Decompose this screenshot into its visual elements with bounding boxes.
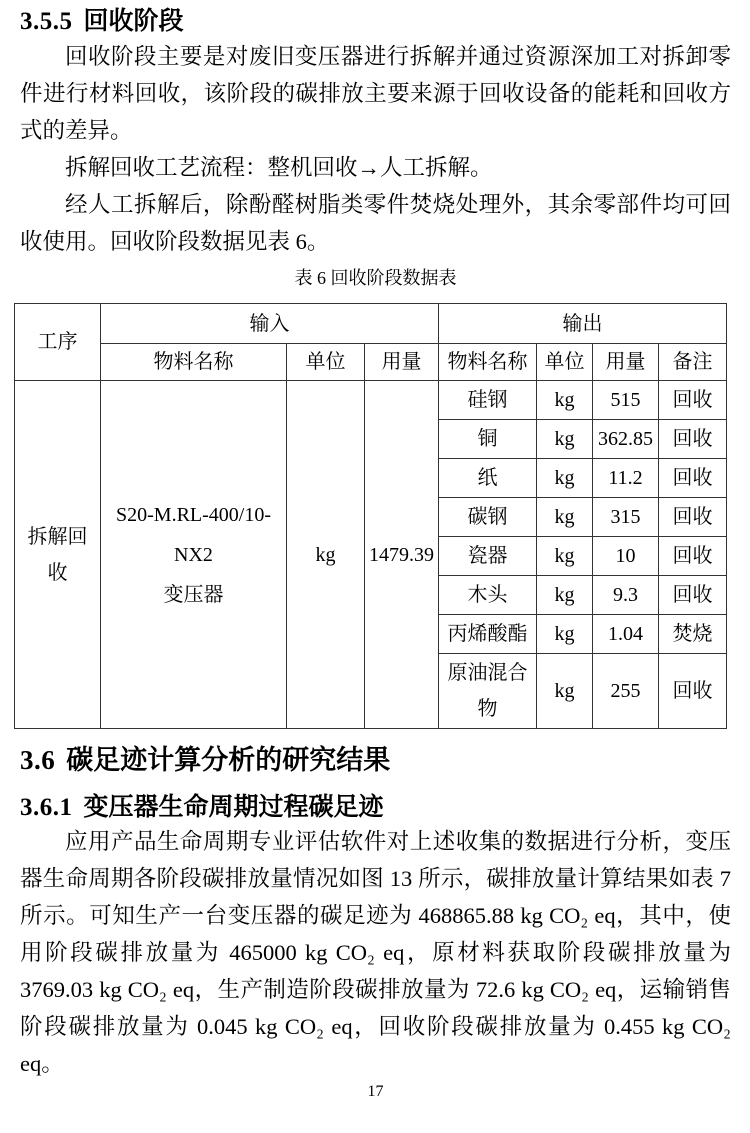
cell-output-remark: 回收 (659, 576, 727, 615)
col-header-remark: 备注 (659, 344, 727, 381)
heading-title: 变压器生命周期过程碳足迹 (83, 794, 384, 821)
cell-output-material: 木头 (439, 576, 537, 615)
cell-output-amount: 9.3 (593, 576, 659, 615)
cell-process-name: 拆解回收 (15, 381, 101, 729)
heading-title: 碳足迹计算分析的研究结果 (66, 745, 391, 775)
paragraph-analysis-result: 应用产品生命周期专业评估软件对上述收集的数据进行分析，变压器生命周期各阶段碳排放量情况如图 13 所示，碳排放量计算结果如表 7 所示。可知生产一台变压器的碳足迹为 468865.88 kg CO₂ eq，其中，使用阶段碳排放量为 465000 kg CO₂ eq，原材料获取阶段碳排放量为 3769.03 kg CO₂ eq，生产制造阶段碳排放量为 72.6 kg CO₂ eq，运输销售阶段碳排放量为 0.045 kg CO₂ eq，回收阶段碳排放量为 0.455 kg CO₂ eq。 (20, 829, 731, 1076)
cell-output-amount: 1.04 (593, 615, 659, 654)
cell-output-unit: kg (537, 420, 593, 459)
input-material-model: S20-M.RL-400/10-NX2 (116, 503, 271, 566)
group-header-output: 输出 (439, 304, 727, 344)
cell-output-material: 碳钢 (439, 498, 537, 537)
cell-output-amount: 11.2 (593, 459, 659, 498)
table6-caption: 表 6 回收阶段数据表 (294, 268, 457, 288)
col-header-output-material: 物料名称 (439, 344, 537, 381)
cell-input-material (101, 381, 287, 729)
cell-output-amount: 10 (593, 537, 659, 576)
cell-output-remark: 回收 (659, 537, 727, 576)
cell-output-remark: 回收 (659, 654, 727, 729)
cell-input-amount: 1479.39 (365, 381, 439, 729)
paragraph-process-flow: 拆解回收工艺流程：整机回收→人工拆解。 (65, 155, 493, 180)
paragraph-recycle-intro: 回收阶段主要是对废旧变压器进行拆解并通过资源深加工对拆卸零件进行材料回收，该阶段的碳排放主要来源于回收设备的能耗和回收方式的差异。 (20, 44, 731, 143)
cell-output-remark: 回收 (659, 381, 727, 420)
col-header-output-amount: 用量 (593, 344, 659, 381)
heading-number: 3.6.1 (20, 794, 73, 821)
heading-number: 3.5.5 (20, 8, 73, 35)
cell-output-unit: kg (537, 537, 593, 576)
heading-title: 回收阶段 (83, 8, 184, 35)
section-heading-3-6-1 (20, 793, 731, 823)
cell-output-unit: kg (537, 381, 593, 420)
cell-output-unit: kg (537, 615, 593, 654)
cell-output-amount: 362.85 (593, 420, 659, 459)
cell-output-amount: 315 (593, 498, 659, 537)
cell-output-material: 铜 (439, 420, 537, 459)
cell-output-remark: 回收 (659, 498, 727, 537)
col-header-process: 工序 (15, 304, 101, 381)
col-header-input-material: 物料名称 (101, 344, 287, 381)
col-header-input-amount: 用量 (365, 344, 439, 381)
cell-output-material: 瓷器 (439, 537, 537, 576)
cell-output-material: 丙烯酸酯 (439, 615, 537, 654)
section-heading-3-5-5 (20, 6, 731, 38)
cell-output-amount: 255 (593, 654, 659, 729)
cell-output-remark: 焚烧 (659, 615, 727, 654)
cell-output-material: 硅钢 (439, 381, 537, 420)
cell-output-material: 原油混合物 (439, 654, 537, 729)
col-header-input-unit: 单位 (287, 344, 365, 381)
cell-output-material: 纸 (439, 459, 537, 498)
section-heading-3-6 (20, 744, 731, 776)
recycle-stage-table (14, 303, 727, 729)
cell-output-remark: 回收 (659, 459, 727, 498)
cell-output-unit: kg (537, 459, 593, 498)
heading-number: 3.6 (20, 745, 56, 775)
cell-input-unit: kg (287, 381, 365, 729)
page-number: 17 (367, 1083, 384, 1100)
input-material-name: 变压器 (163, 583, 224, 606)
group-header-input: 输入 (101, 304, 439, 344)
cell-output-unit: kg (537, 654, 593, 729)
paragraph-dismantle-result: 经人工拆解后，除酚醛树脂类零件焚烧处理外，其余零部件均可回收使用。回收阶段数据见表 6。 (20, 192, 731, 254)
cell-output-unit: kg (537, 576, 593, 615)
cell-output-unit: kg (537, 498, 593, 537)
cell-output-amount: 515 (593, 381, 659, 420)
cell-output-remark: 回收 (659, 420, 727, 459)
col-header-output-unit: 单位 (537, 344, 593, 381)
